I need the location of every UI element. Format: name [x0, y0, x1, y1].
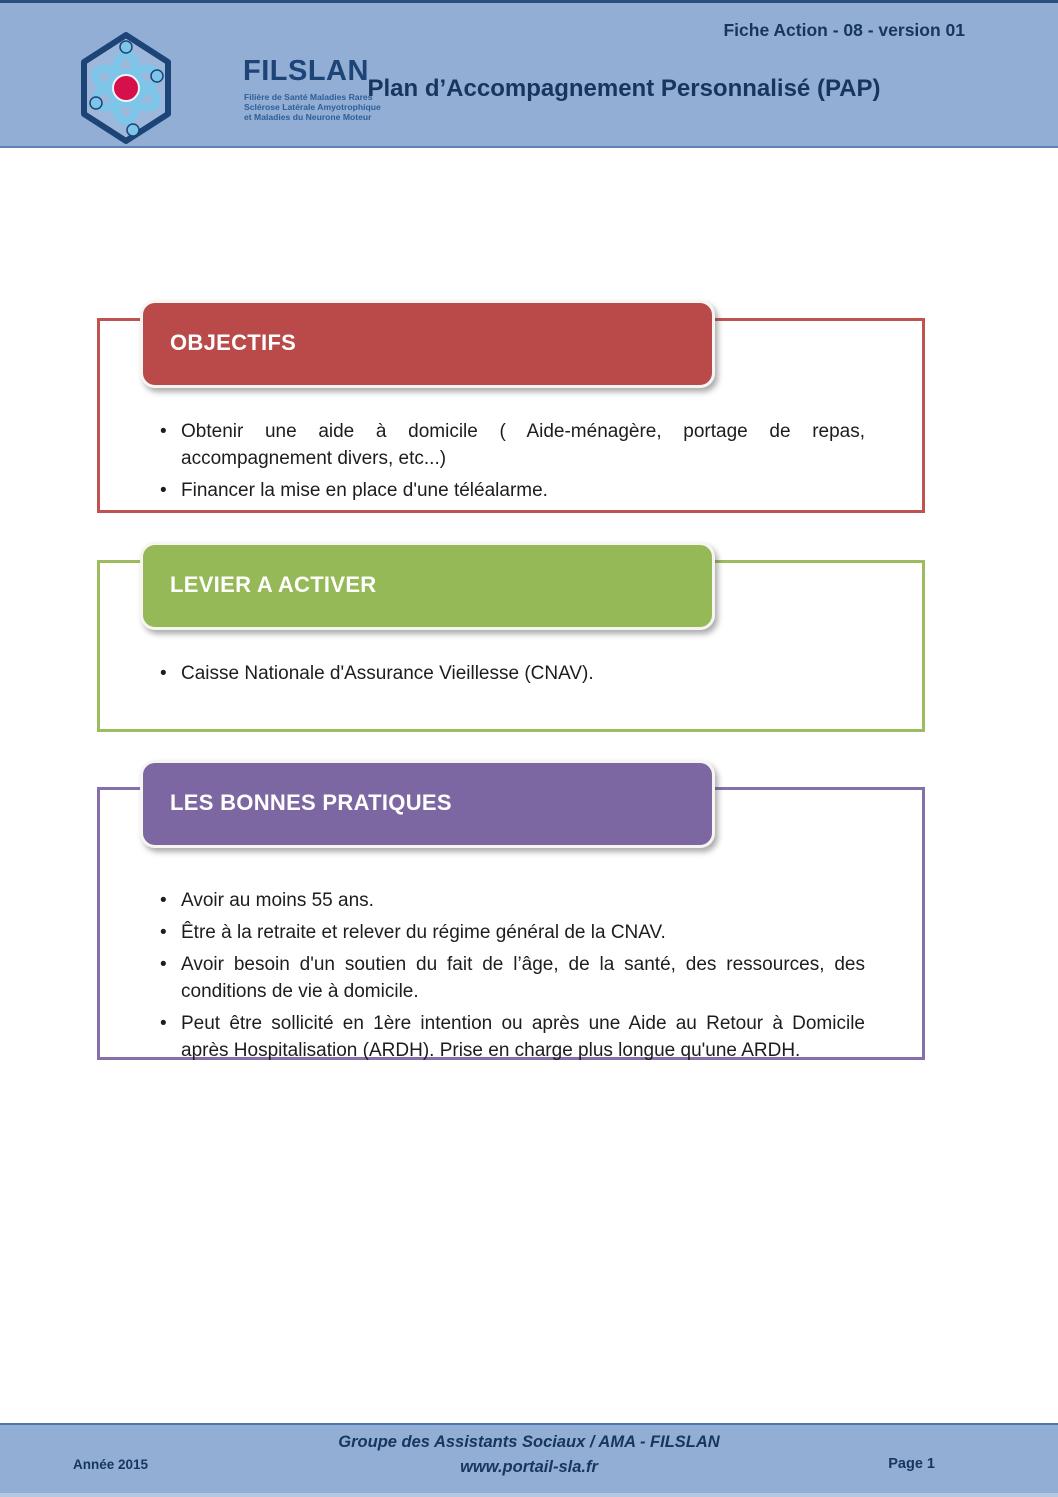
- bullet-dot: •: [160, 922, 167, 943]
- bullet-text: Caisse Nationale d'Assurance Vieillesse (CNAV).: [181, 663, 594, 684]
- page-title: Plan d’Accompagnement Personnalisé (PAP): [367, 75, 881, 102]
- section-title: OBJECTIFS: [170, 330, 297, 355]
- footer-year: Année 2015: [73, 1457, 149, 1472]
- bullet-item: [160, 919, 865, 946]
- footer-band: [0, 1423, 1058, 1497]
- logo-tagline-line-3: et Maladies du Neurone Moteur: [244, 112, 372, 122]
- bullet-item: [160, 887, 865, 914]
- section-bullets-0: [160, 418, 865, 509]
- bullet-dot: •: [160, 663, 167, 684]
- logo-wordmark: FILSLAN: [243, 55, 369, 87]
- section-banner-1: [140, 542, 715, 630]
- header-band: [0, 0, 1058, 148]
- section-bullets-1: [160, 660, 865, 692]
- bullet-dot: •: [160, 480, 167, 501]
- logo-tagline-line-2: Sclérose Latérale Amyotrophique: [244, 102, 381, 112]
- bullet-dot: •: [160, 1013, 167, 1034]
- footer-website-link[interactable]: www.portail-sla.fr: [460, 1458, 598, 1476]
- doc-reference: Fiche Action - 08 - version 01: [723, 20, 965, 40]
- footer-page-number: Page 1: [888, 1456, 935, 1472]
- bullet-text: Être à la retraite et relever du régime général de la CNAV.: [181, 922, 666, 943]
- bullet-text: Obtenir une aide à domicile ( Aide-ménagère, portage de repas, accompagnement divers, etc...): [181, 421, 865, 469]
- bullet-item: [160, 660, 865, 687]
- bullet-dot: •: [160, 954, 167, 975]
- bullet-text: Peut être sollicité en 1ère intention ou après une Aide au Retour à Domicile après Hospitalisation (ARDH). Prise en charge plus longue qu'une ARDH.: [181, 1013, 865, 1061]
- bullet-dot: •: [160, 421, 167, 442]
- filslan-logo-icon: [80, 31, 172, 145]
- section-title: LES BONNES PRATIQUES: [170, 790, 452, 815]
- bullet-item: [160, 951, 865, 1005]
- bullet-dot: •: [160, 890, 167, 911]
- bullet-item: [160, 418, 865, 472]
- section-banner-0: [140, 300, 715, 388]
- bullet-text: Financer la mise en place d'une téléalarme.: [181, 480, 548, 501]
- bullet-item: [160, 1010, 865, 1064]
- section-banner-2: [140, 760, 715, 848]
- bullet-text: Avoir au moins 55 ans.: [181, 890, 374, 911]
- footer-organization: Groupe des Assistants Sociaux / AMA - FILSLAN: [338, 1433, 720, 1451]
- logo-tagline-line-1: Filière de Santé Maladies Rares: [244, 92, 373, 102]
- bullet-text: Avoir besoin d'un soutien du fait de l’âge, de la santé, des ressources, des conditions de vie à domicile.: [181, 954, 865, 1002]
- section-title: LEVIER A ACTIVER: [170, 572, 377, 597]
- bullet-item: [160, 477, 865, 504]
- section-bullets-2: [160, 887, 865, 1069]
